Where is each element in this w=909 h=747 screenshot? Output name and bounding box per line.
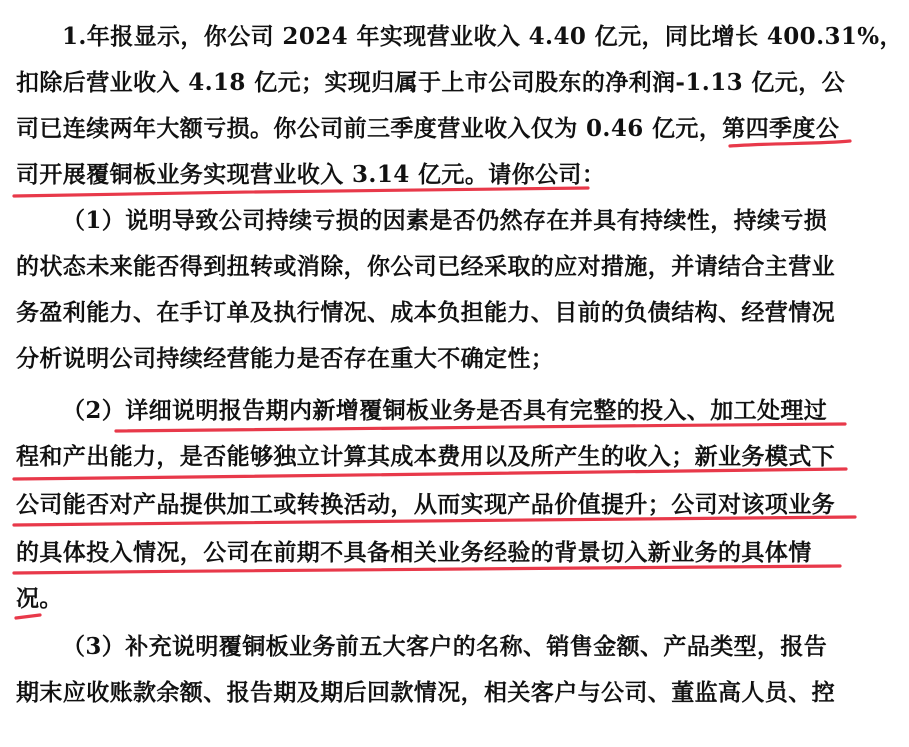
text-line-13: 况。 (16, 585, 63, 612)
text-line-10: 程和产出能力，是否能够独立计算其成本费用以及所产生的收入；新业务模式下 (16, 443, 835, 470)
text-line-1: 1.年报显示，你公司 2024 年实现营业收入 4.40 亿元，同比增长 400.31%， (62, 23, 903, 50)
text-line-11: 公司能否对产品提供加工或转换活动，从而实现产品价值提升；公司对该项业务 (16, 491, 835, 518)
text-line-15: 期末应收账款余额、报告期及期后回款情况，相关客户与公司、董监高人员、控 (16, 679, 835, 706)
text-line-9: （2）详细说明报告期内新增覆铜板业务是否具有完整的投入、加工处理过 (62, 397, 828, 424)
text-line-8: 分析说明公司持续经营能力是否存在重大不确定性； (16, 345, 555, 372)
text-line-5: （1）说明导致公司持续亏损的因素是否仍然存在并具有持续性，持续亏损 (62, 207, 828, 234)
text-line-2: 扣除后营业收入 4.18 亿元；实现归属于上市公司股东的净利润-1.13 亿元，公 (16, 69, 846, 96)
text-line-7: 务盈利能力、在手订单及执行情况、成本负担能力、目前的负债结构、经营情况 (16, 299, 835, 326)
text-line-6: 的状态未来能否得到扭转或消除，你公司已经采取的应对措施，并请结合主营业 (16, 253, 835, 280)
text-line-4: 司开展覆铜板业务实现营业收入 3.14 亿元。请你公司： (16, 161, 606, 188)
text-line-3: 司已连续两年大额亏损。你公司前三季度营业收入仅为 0.46 亿元，第四季度公 (16, 115, 840, 142)
text-line-14: （3）补充说明覆铜板业务前五大客户的名称、销售金额、产品类型，报告 (62, 633, 828, 660)
text-line-12: 的具体投入情况，公司在前期不具备相关业务经验的背景切入新业务的具体情 (16, 539, 812, 566)
